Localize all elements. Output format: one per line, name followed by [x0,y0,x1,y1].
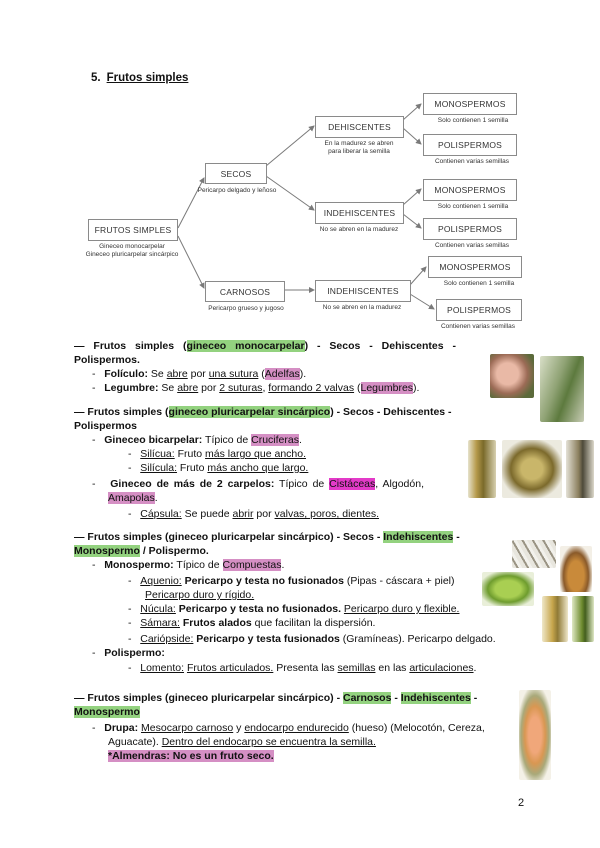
node-indehiscentes-carnosos-caption: No se abren en la madurez [322,304,402,311]
list-item-gineceo-mas-2-carpelos-cont: Amapolas. [108,492,158,504]
node-monospermos-3-caption: Solo contienen 1 semilla [443,280,515,287]
node-indehiscentes-secos: INDEHISCENTES [315,202,404,224]
node-indehiscentes-secos-caption: No se abren en la madurez [319,226,399,233]
classification-diagram-lines [0,0,600,340]
fruit-photo-samara [482,572,534,606]
node-frutos-simples: FRUTOS SIMPLES [88,219,178,241]
node-dehiscentes-caption: En la madurez se abren para liberar la semilla [324,140,394,155]
sublist-item-silicua: - Silícua: Fruto más largo que ancho. [128,448,307,460]
fruit-photo-pod [540,356,584,422]
fruit-photo-achene [512,540,556,568]
node-secos: SECOS [205,163,267,184]
node-polispermos-1-caption: Contienen varias semillas [434,158,510,165]
node-monospermos-1-caption: Solo contienen 1 semilla [437,117,509,124]
block4-heading-line1: — Frutos simples (gineceo pluricarpelar sincárpico) - Carnosos - Indehiscentes - [74,692,478,704]
page-number: 2 [518,797,525,809]
node-carnosos: CARNOSOS [205,281,285,302]
sublist-item-capsula: - Cápsula: Se puede abrir por valvas, poros, dientes. [128,508,380,520]
node-monospermos-3: MONOSPERMOS [428,256,522,278]
list-item-polispermo: - Polispermo: [92,647,165,659]
block3-heading-line1: — Frutos simples (gineceo pluricarpelar sincárpico) - Secos - Indehiscentes - [74,531,460,543]
node-secos-caption: Pericarpo delgado y leñoso [197,187,277,194]
list-item-monospermo: - Monospermo: Típico de Compuestas. [92,559,285,571]
fruit-photo-capsule [566,440,594,498]
sublist-item-cariopside: - Cariópside: Pericarpo y testa fusionados (Gramíneas). Pericarpo delgado. [128,633,496,645]
fruit-photo-legume [490,354,534,398]
note-almendras: *Almendras: No es un fruto seco. [108,750,274,762]
sublist-item-lomento: - Lomento: Frutos articulados. Presenta las semillas en las articulaciones. [128,662,477,674]
node-polispermos-2-caption: Contienen varias semillas [434,242,510,249]
list-item-drupa: - Drupa: Mesocarpo carnoso y endocarpo endurecido (hueso) (Melocotón, Cereza, [92,722,485,734]
node-polispermos-2: POLISPERMOS [423,218,517,240]
list-item-foliculo: - Folículo: Se abre por una sutura (Adelfas). [92,368,307,380]
node-indehiscentes-carnosos: INDEHISCENTES [315,280,411,302]
node-monospermos-2: MONOSPERMOS [423,179,517,201]
list-item-drupa-cont: Aguacate). Dentro del endocarpo se encuentra la semilla. [108,736,376,748]
fruit-photo-lomentum [572,596,594,642]
block4-heading-line2: Monospermo [74,706,140,718]
node-monospermos-1: MONOSPERMOS [423,93,517,115]
fruit-photo-nut [560,546,592,592]
node-dehiscentes: DEHISCENTES [315,116,404,138]
sublist-item-aquenio-cont: Pericarpo duro y rígido. [145,589,255,601]
fruit-photo-silique [468,440,496,498]
list-item-legumbre: - Legumbre: Se abre por 2 suturas, formando 2 valvas (Legumbres). [92,382,420,394]
section-title: Frutos simples [106,72,189,84]
node-polispermos-3: POLISPERMOS [436,299,522,321]
node-monospermos-2-caption: Solo contienen 1 semilla [437,203,509,210]
block1-heading-line2: Polispermos. [74,354,140,366]
block3-heading-line2: Monospermo / Polispermo. [74,545,209,557]
sublist-item-silicula: - Silícula: Fruto más ancho que largo. [128,462,309,474]
node-polispermos-1: POLISPERMOS [423,134,517,156]
node-carnosos-caption: Pericarpo grueso y jugoso [208,305,284,312]
fruit-photo-caryopsis [542,596,568,642]
section-number: 5. [91,72,101,84]
fruit-photo-drupe [519,690,551,780]
list-item-gineceo-bicarpelar: - Gineceo bicarpelar: Típico de Cruciferas. [92,434,302,446]
node-polispermos-3-caption: Contienen varias semillas [440,323,516,330]
fruit-photo-silicle [502,440,562,498]
list-item-gineceo-mas-2-carpelos: - Gineceo de más de 2 carpelos: Típico de Cistáceas, Algodón, [92,478,424,490]
block2-heading-line2: Polispermos [74,420,138,432]
block2-heading-line1: — Frutos simples (gineceo pluricarpelar sincárpico) - Secos - Dehiscentes - [74,406,452,418]
sublist-item-nucula: - Núcula: Pericarpo y testa no fusionados. Pericarpo duro y flexible. [128,603,460,615]
node-frutos-simples-caption: Gineceo monocarpelar Gineceo pluricarpelar sincárpico [85,243,179,258]
sublist-item-samara: - Sámara: Frutos alados que facilitan la dispersión. [128,617,376,629]
block1-heading-line1: — Frutos simples (gineceo monocarpelar) - Secos - Dehiscentes - [74,340,456,352]
sublist-item-aquenio: - Aquenio: Pericarpo y testa no fusionados (Pipas - cáscara + piel) [128,575,455,587]
